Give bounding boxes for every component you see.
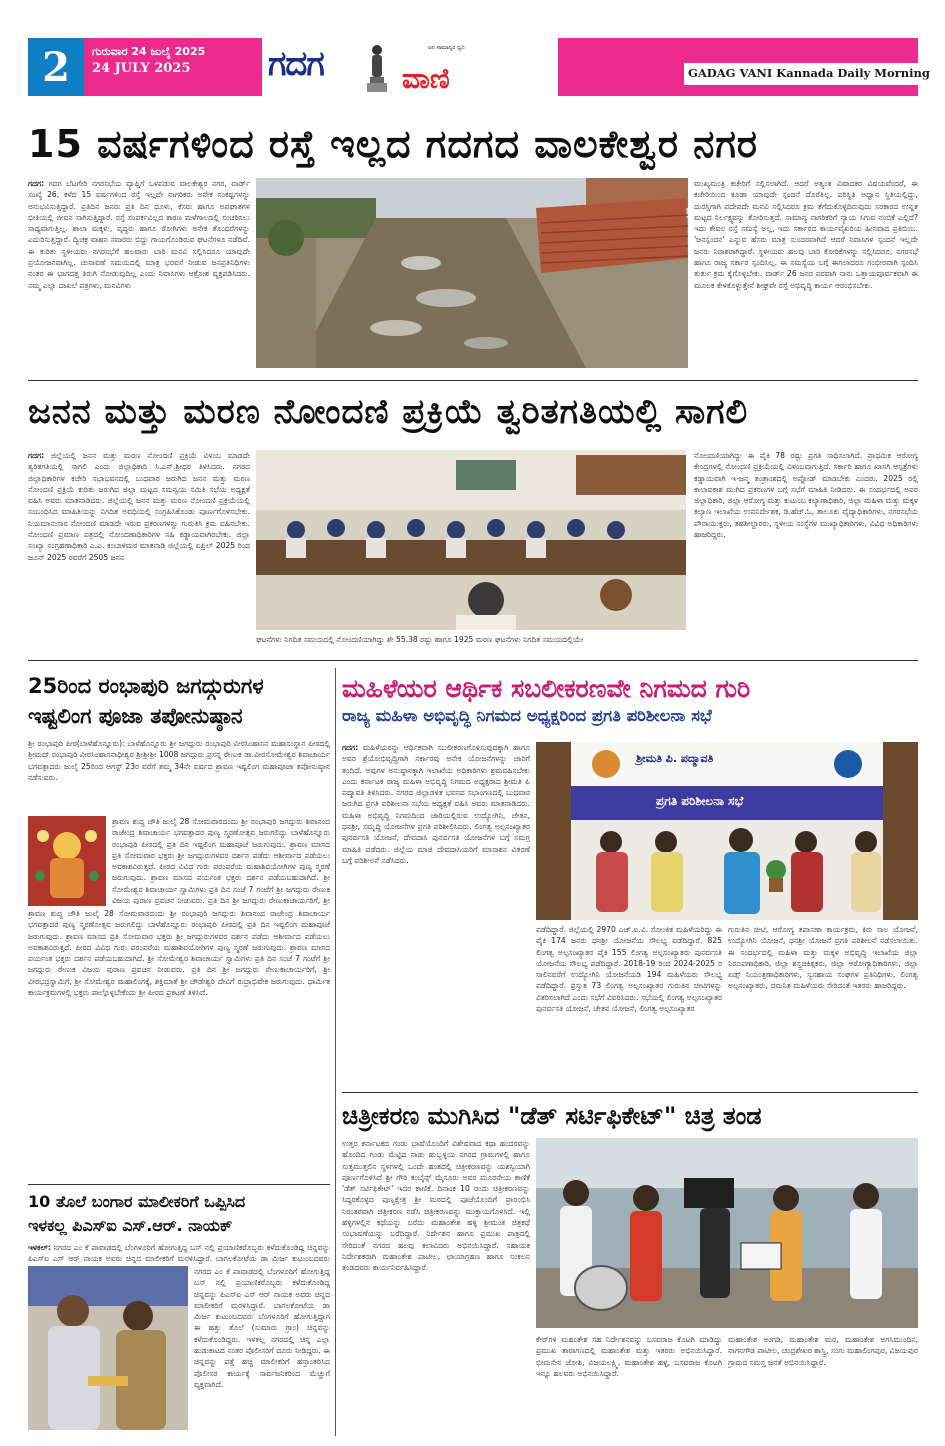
story2-meeting-photo [256,450,686,630]
story5-col2 [536,924,722,1082]
story6-col3 [728,1334,918,1432]
story3-body-text-2: ಶ್ರಾವಣ ಶುದ್ಧ ಚೌತಿ ಜುಲೈ 28 ಸೋಮವಾರದಂದು ಶ್ರೀ ರಂಭಾಪುರಿ ಜಗದ್ಗುರು ಶಿವಾನಂದ ರಾಜೇಂದ್ರ ಶಿವಾಚಾರ್ಯ ಭಗವತ್ಪಾದರ ಪುಣ್ಯ ಸ್ಮರಣೋತ್ಸವ ಜರುಗಲಿದ್ದು ಬಾಳೆಹೊನ್ನೂರು ರಂಭಾಪುರಿ ಪೀಠದಲ್ಲಿ ಪ್ರತಿ ದಿನ ಇಷ್ಟಲಿಂಗ ಮಹಾಪೂಜೆ ಜರುಗುವುದು. ಶ್ರಾವಣ ಮಾಸದ ಪ್ರತಿ ಸೋಮವಾರ ಭಕ್ತರು ಶ್ರೀ ಜಗದ್ಗುರುಗಳವರ ದರ್ಶನ ಪಡೆದು ಆಶೀರ್ವಾದ ಪಡೆಯಲು ಅವಕಾಶವಿರುತ್ತದೆ. ಪೀಠದ ವಿವಿಧ ಗುರು ಪರಂಪರೆಯ ಮಹಾಶಿವಯೋಗಿಗಳ ಪುಣ್ಯ ಸ್ಮರಣೆ ಜರುಗುವುದು. ಶ್ರಾವಣ ಮಾಸದ ಪರ್ಯಂತ ಭಕ್ತರು ದರ್ಶನ ಪಡೆಯಬಹುದಾಗಿದೆ. ಶ್ರೀ ಸೋಮೇಶ್ವರ ಶಿವಾಚಾರ್ಯ ಸ್ವಾಮಿಗಳು ಪ್ರತಿ ದಿನ ಸಂಜೆ 7 ಗಂಟೆಗೆ ಶ್ರೀ ಜಗದ್ಗುರು ರೇಣುಕ ವಿಜಯ ಪುರಾಣ ಪ್ರವಚನ ನೀಡುವರು. ಪ್ರತಿ ದಿನ ಶ್ರೀ ಜಗದ್ಗುರು ರೇಣುಕಾಚಾರ್ಯರಿಗೆ, ಶ್ರೀ ವೀರಭದ್ರಸ್ವಾಮಿಗೆ, ಶ್ರೀ ಸೋಮೇಶ್ವರ ಮಹಾಲಿಂಗಕ್ಕೆ, ಶಕ್ತಿಮಾತೆ ಶ್ರೀ ಚೌಡೇಶ್ವರಿ ದೇವಿಗೆ ರುದ್ರಾಭಿಷೇಕ ಜರುಗುವುದು. ಧಾರ್ಮಿಕ ಕಾರ್ಯಕ್ರಮಗಳಲ್ಲಿ ಭಕ್ತರು ಪಾಲ್ಗೊಳ್ಳಬೇಕೆಂದು ಶ್ರೀ ಪೀಠದ ಪ್ರಕಟಣೆ ತಿಳಿಸಿದೆ. [28,909,330,998]
story6-film-photo [536,1138,918,1328]
story6-headline: ಚಿತ್ರೀಕರಣ ಮುಗಿಸಿದ "ಡೆತ್ ಸರ್ಟಿಫಿಕೇಟ್" ಚಿತ್ರ ತಂಡ [342,1102,762,1130]
story4-text-2: ನಗರದ ಎಂ ಕೆ ಪಾವಾಡದಲ್ಲಿ ಬೆಂಗಳೂರಿಗೆ ಹೋಗುತ್ತಿದ್ದ ಬಸ್ ನಲ್ಲಿ ಪ್ರಯಾಣಿಕರೊಬ್ಬರು ಕಳೆದುಕೊಂಡಿದ್ದ ಚಿನ್ನವನ್ನು ಪಿಎಸ್ಐ ಎಸ್ ಆರ್ ನಾಯಕ ಅವರು ಚಿನ್ನದ ಮಾಲೀಕರಿಗೆ ಮರಳಿಸಿದ್ದಾರೆ. ಬಾಗಲಕೋಟೆಯ ಡಾ ಮಿರ್ಜ ಕುಟುಂಬದವರು ಬೆಂಗಳೂರಿಗೆ ಹೋಗುತ್ತಿದ್ದಾಗ ಈ ಹತ್ತು ತೊಲೆ (ಸುಮಾರು ಗ್ರಾಂ) ಚಿನ್ನವನ್ನು ಕಳೆದುಕೊಂಡಿದ್ದರು. ಇಳಕಲ್ಲ ನಗರದಲ್ಲಿ ಚಿನ್ನ ಎಲ್ಲಾ ಹುಡುಕಾಟದ ನಂತರ ಪೊಲೀಸರಿಗೆ ದೂರು ನೀಡಿದ್ದರು. ಈ ಚಿನ್ನವನ್ನು ಪತ್ತೆ ಹಚ್ಚಿ ಮಾಲೀಕರಿಗೆ ಹಸ್ತಾಂತರಿಸಿದ ಪೊಲೀಸರ ಕಾರ್ಯಕ್ಕೆ ಸಾರ್ವಜನಿಕರಿಂದ ಮೆಚ್ಚುಗೆ ವ್ಯಕ್ತವಾಗಿದೆ. [194,1267,330,1389]
masthead-strip [558,38,930,96]
masthead [28,38,930,96]
story4-headline-line2: ಇಳಕಲ್ಲ ಪಿಎಸ್ಐ ಎಸ್.ಆರ್. ನಾಯಕ್ [28,1216,233,1235]
story3-headline-line1: 25ರಿಂದ ರಂಭಾಪುರಿ ಜಗದ್ಗುರುಗಳ [28,674,264,698]
story3-headline-line2: ಇಷ್ಟಲಿಂಗ ಪೂಜಾ ತಪೋನುಷ್ಠಾನ [28,704,243,728]
divider-line [28,660,918,661]
divider-line [28,1184,330,1185]
story1-text-1: ಗದಗ ಬೆಟಗೇರಿ ನಗರಸಭೆಯ ವ್ಯಾಪ್ತಿಗೆ ಒಳಪಡುವ ವಾಲಕೇಶ್ವರ ನಗರ, ವಾರ್ಡ್ ಸಂಖ್ಯೆ 26, ಕಳೆದ 15 ವರ್ಷಗಳಿಂದ ರಸ್ತೆ ಇಲ್ಲದೇ ನಾಗರಿಕರು ಅನೇಕ ಸಂಕಷ್ಟಗಳನ್ನು ಅನುಭವಿಸುತ್ತಿದ್ದಾರೆ. ಪ್ರತಿದಿನ ಜನರು ಪ್ರತಿ ದಿನ ಧೂಳು, ಕೆಸರು ಹಾಗೂ ಅಪಘಾತಗಳ ಭೀತಿಯಲ್ಲಿ ಜೀವನ ಸಾಗಿಸುತ್ತಿದ್ದಾರೆ. ರಸ್ತೆ ಸಂಪರ್ಕವಿಲ್ಲದ ಕಾರಣ ಮಳೆಗಾಲದಲ್ಲಿ ಸಂಚರಿಸಲು ಸಾಧ್ಯವಾಗುತ್ತಿಲ್ಲ. ಶಾಲಾ ಮಕ್ಕಳು, ವೃದ್ಧರು ಹಾಗೂ ರೋಗಿಗಳು ಅನೇಕ ತೊಂದರೆಗಳನ್ನು ಎದುರಿಸುತ್ತಿದ್ದಾರೆ. ದ್ವಿಚಕ್ರ ವಾಹನ ಸವಾರರು ಬಿದ್ದು ಗಾಯಗೊಂಡಿರುವ ಘಟನೆಗಳೂ ನಡೆದಿವೆ. ಈ ಕುರಿತು ಸ್ಥಳೀಯರು ನಗರಸಭೆಗೆ ಹಲವಾರು ಬಾರಿ ಮನವಿ ಸಲ್ಲಿಸಿದರೂ ಯಾವುದೇ ಪ್ರಯೋಜನವಾಗಿಲ್ಲ. ಚುನಾವಣೆ ಸಮಯದಲ್ಲಿ ಮಾತ್ರ ಭರವಸೆ ನೀಡುವ ಜನಪ್ರತಿನಿಧಿಗಳು ನಂತರ ಈ ಭಾಗದತ್ತ ತಿರುಗಿ ನೋಡುವುದಿಲ್ಲ ಎಂದು ನಿವಾಸಿಗಳು ಆಕ್ರೋಶ ವ್ಯಕ್ತಪಡಿಸಿದರು. ನಮ್ಮ ಎಲ್ಲಾ ದಾಖಲೆ ಪತ್ರಗಳು, ಮನವಿಗಳು [28,179,250,290]
story4-intro [28,1242,330,1264]
story1-text-2: ಮುಖ್ಯಮಂತ್ರಿ ಕಚೇರಿಗೆ ಸಲ್ಲಿಸಲಾಗಿದೆ. ಆದರೆ ಅತ್ಯಂತ ವಿಷಾದಕರ ವಿಷಯವೆಂದರೆ, ಈ ಕಚೇರಿಯಿಂದ ಕೂಡಾ ಯಾವುದೇ ಸ್ಪಂದನೆ ದೊರೆತಿಲ್ಲ. ಪರಿಸ್ಥಿತಿ ಅಧ್ವಾನ ಸ್ಥಿತಿಯಲ್ಲಿದ್ದು, ದುರಸ್ತಿಗಾಗಿ ಪದೇಪದೇ ಮನವಿ ಸಲ್ಲಿಸಿದರೂ ಕ್ರಮ ತೆಗೆದುಕೊಳ್ಳದಿರುವುದು ಸರಕಾರದ ಉನ್ನತ ಮಟ್ಟದ ನಿರ್ಲಕ್ಷ್ಯವನ್ನು ತೋರಿಸುತ್ತದೆ. ಸಾಮಾನ್ಯ ನಾಗರಿಕರಿಗೆ ನ್ಯಾಯ ಸಿಗುವ ನಂಬಿಕೆ ಎಲ್ಲಿದೆ? ಇದು ಕೇವಲ ರಸ್ತೆ ಸಮಸ್ಯೆ ಅಲ್ಲ, ಇದು ಸರ್ಕಾರದ ಕಾರ್ಯವೈಖರಿಯ ಹೀನವಾದ ಪ್ರತಿಬಿಂಬ. 'ಜನಸ್ಪಂದನ' ಎನ್ನುವ ಹೆಸರು ಮಾತ್ರ ಸುಂದರವಾಗಿದೆ ಆದರೆ ನಿವಾಸಿಗಳ ಸ್ಪಂದನೆ ಇಲ್ಲದೇ ಜನರು ನಿರಾಶರಾಗಿದ್ದಾರೆ. ಸ್ಥಳೀಯರು ಹಲವು ಬಾರಿ ಕೋರಿಕೆಗಳನ್ನು ಸಲ್ಲಿಸಿದರೂ, ನಗರಸಭೆ ಹಾಗೂ ರಾಜ್ಯ ಸರ್ಕಾರ ಸ್ಪಂದಿಸಿಲ್ಲ. ಈ ಸಮಸ್ಯೆಯ ಬಗ್ಗೆ ಈಗಲಾದರೂ ಗಂಭೀರವಾಗಿ ಸ್ಪಂದಿಸಿ ತುರ್ತು ಕ್ರಮ ಕೈಗೊಳ್ಳಬೇಕು. ವಾರ್ಡ್ 26 ಜನರ ಪರವಾಗಿ ನಾನು ಒತ್ತಾಯಪೂರ್ವಕವಾಗಿ ಈ ಮೂಲಕ ಕೇಳಿಕೊಳ್ಳುತ್ತೇನೆ ಶೀಘ್ರವೇ ರಸ್ತೆ ಅಭಿವೃದ್ಧಿ ಕಾರ್ಯ ಆರಂಭಿಸಬೇಕು. [694,179,918,290]
story1-headline: 15 ವರ್ಷಗಳಿಂದ ರಸ್ತೆ ಇಲ್ಲದ ಗದಗದ ವಾಲಕೇಶ್ವರ ನಗರ [28,122,758,166]
story5-headline: ಮಹಿಳೆಯರ ಆರ್ಥಿಕ ಸಬಲೀಕರಣವೇ ನಿಗಮದ ಗುರಿ [342,674,751,703]
logo-word-gadaga: ಗದಗ [268,44,324,84]
story6-text-3: ಮಹಾಂತೇಶ ಅಂಗಡಿ, ಮಹಾಂತೇಶ ಮಠ, ಮಹಾಂತೇಶ ಅಗಸಿಮುಂದಿನ, ನಾಗನಗೌಡ ಪಾಟೀಲ, ಚಂದ್ರಶೇಖರ ಶಾಸ್ತ್ರಿ, ಸಂಗು ಮಹಾಲಿಂಗಪುರ, ವಿಜಯಪುರ ಗ್ರಾಮದ ಸಮಸ್ತ ಜನತೆ ಅಭಿನಯಿಸಿದ್ದಾರೆ. [728,1335,918,1367]
story5-subheadline: ರಾಜ್ಯ ಮಹಿಳಾ ಅಭಿವೃದ್ಧಿ ನಿಗಮದ ಅಧ್ಯಕ್ಷರಿಂದ ಪ್ರಗತಿ ಪರಿಶೀಲನಾ ಸಭೆ [342,706,712,725]
photo-banner-line1: ಶ್ರೀಮತಿ ಪಿ. ಪದ್ಮಾವತಿ [636,752,714,765]
story1-col1 [28,178,250,368]
story3-intro-text: ಶ್ರೀ ರಂಭಾಪುರಿ ಪೀಠ(ಬಾಳೆಹೊನ್ನೂರು): ಬಾಳೆಹೊನ್ನೂರು ಶ್ರೀ ಜಗದ್ಗುರು ರಂಭಾಪುರಿ ವೀರಸಿಂಹಾಸನ ಮಹಾಸಂಸ್ಥಾನ ಪೀಠದಲ್ಲಿ ಶ್ರೀಮದ್ ರಂಭಾಪುರಿ ವೀರಸಿಂಹಾಸನಾಧೀಶ್ವರ ಶ್ರೀಶ್ರೀಶ್ರೀ 1008 ಜಗದ್ಗುರು ಪ್ರಸನ್ನ ರೇಣುಕ ಡಾ.ವೀರಸೋಮೇಶ್ವರ ಶಿವಾಚಾರ್ಯ ಭಗವತ್ಪಾದರು ಜುಲೈ 25ರಿಂದ ಆಗಸ್ಟ್ 23ರ ವರೆಗೆ ತಮ್ಮ 34ನೇ ವರ್ಷದ ಶ್ರಾವಣ ಇಷ್ಟಲಿಂಗ ಮಹಾಪೂಜಾ ತಪೋನುಷ್ಠಾನ ನಡೆಸುವರು. [28,739,330,782]
story1-dateline: ಗದಗ: [28,179,45,188]
story2-caption: ಘಟನೆಗಳು ನಿಗದಿತ ಸಮಯದಲ್ಲಿ ನೋಂದಣಿಯಾಗಿದ್ದು ಶೇ 55.38 ರಷ್ಟು ಹಾಗೂ 1925 ಮರಣ ಘಟನೆಗಳು ನಿಗದಿತ ಸಮಯದಲ್ಲಿಯೇ [256,635,584,644]
divider-line [28,380,918,381]
story4-dateline: ಇಳಕಲ್: [28,1243,51,1252]
story3-body-cont [28,908,330,1178]
newspaper-logo [262,38,558,96]
page-number: 2 [28,38,84,96]
story3-intro [28,738,330,814]
story2-text-1: ಜಿಲ್ಲೆಯಲ್ಲಿ ಜನನ ಮತ್ತು ಮರಣ ನೋಂದಣಿ ಪ್ರಕ್ರಿಯೆ ವಿಳಂಬ ಮಾಡದೇ ತ್ವರಿತಗತಿಯಲ್ಲಿ ಸಾಗಲಿ ಎಂದು ಜಿಲ್ಲಾಧಿಕಾರಿ ಸಿ.ಎನ್.ಶ್ರೀಧರ ತಿಳಿಸಿದರು. ನಗರದ ಜಿಲ್ಲಾಧಿಕಾರಿಗಳ ಕಚೇರಿ ಸಭಾಭವನದಲ್ಲಿ ಬುಧವಾರ ಜರುಗಿದ ಜನನ ಮತ್ತು ಮರಣ ನೋಂದಣಿ ಪ್ರಕ್ರಿಯೆ ಕುರಿತು ಜರುಗಿದ ಜಿಲ್ಲಾ ಮಟ್ಟದ ಸಮನ್ವಯ ಸಮಿತಿ ಸಭೆಯ ಅಧ್ಯಕ್ಷತೆ ವಹಿಸಿ ಅವರು ಮಾತನಾಡಿದರು. ಜಿಲ್ಲೆಯಲ್ಲಿ ಜನನ ಮತ್ತು ಮರಣ ನೋಂದಣಿ ಪ್ರಕ್ರಿಯೆಯಲ್ಲಿ ಸಂಬಂಧಿಸಿದ ಮಾಹಿತಿಯನ್ನು ನಿಗದಿತ ಅವಧಿಯಲ್ಲಿ ಸಂಗ್ರಹಿಸಿಕೊಂಡು ಪೂರ್ಣಗೊಳಿಸಬೇಕು. ನಿಯಮಾನುಸಾರ ನೋಂದಣಿ ಮಾಡದೇ ಇರುವ ಪ್ರಕರಣಗಳನ್ನು ಗುರುತಿಸಿ ಕ್ರಮ ವಹಿಸಬೇಕು. ನೋಂದಣಿ ಪ್ರಮಾಣ ಪತ್ರದಲ್ಲಿ ನೋಂದಣಾಧಿಕಾರಿಗಳ ಸಹಿ ಕಡ್ಡಾಯವಾಗಿರಬೇಕು. ಜಿಲ್ಲಾ ಸಂಖ್ಯಾ ಸಂಗ್ರಹಣಾಧಿಕಾರಿ ಎ.ಎ. ಕಂಬಾಳಿಮಠ ಮಾತನಾಡಿ ಜಿಲ್ಲೆಯಲ್ಲಿ ಏಪ್ರಿಲ್ 2025 ರಿಂದ ಜೂನ್ 2025 ರವರೆಗೆ 2505 ಜನನ [28,451,250,562]
story5-dateline: ಗದಗ: [342,743,359,752]
date-english: 24 JULY 2025 [92,61,191,76]
story1-road-photo [256,178,688,368]
story5-text-1: ಮಹಿಳೆಯರನ್ನು ಆರ್ಥಿಕವಾಗಿ ಸಬಲೀಕರಣಗೊಳಿಸುವುದಕ್ಕಾಗಿ ಹಾಗೂ ಅವರ ಶ್ರೆಯೋಭಿವೃದ್ಧಿಗಾಗಿ ಸರ್ಕಾರವು ಅನೇಕ ಯೋಜನೆಗಳನ್ನು ಜಾರಿಗೆ ತಂದಿದೆ. ಅವುಗಳ ಅನುಷ್ಠಾನಕ್ಕಾಗಿ ಇಲಾಖೆಯ ಅಧಿಕಾರಿಗಳು ಶ್ರಮವಹಿಸಬೇಕು ಎಂದು ಕರ್ನಾಟಕ ರಾಜ್ಯ ಮಹಿಳಾ ಅಭಿವೃದ್ಧಿ ನಿಗಮದ ಅಧ್ಯಕ್ಷರಾದ ಶ್ರೀಮತಿ ಪಿ ಪದ್ಮಾವತಿ ತಿಳಿಸಿದರು. ನಗರದ ಜಿಲ್ಲಾಡಳಿತ ಭವನದ ಸಭಾಂಗಣದಲ್ಲಿ ಬುಧವಾರ ಜರುಗಿದ ಪ್ರಗತಿ ಪರಿಶೀಲನಾ ಸಭೆಯ ಅಧ್ಯಕ್ಷತೆ ವಹಿಸಿ ಅವರು ಮಾತನಾಡಿದರು. ಮಹಿಳಾ ಅಭಿವೃದ್ಧಿ ನಿಗಮದಿಂದ ಜಾರಿಯಲ್ಲಿರುವ ಉದ್ಯೋಗಿನಿ, ಚೇತನ, ಧನಶ್ರೀ, ಸಮೃದ್ಧಿ ಯೋಜನೆಗಳ ಪ್ರಗತಿ ಪರಿಶೀಲಿಸಿದರು. ಲಿಂಗತ್ವ ಅಲ್ಪಸಂಖ್ಯಾತರ ಪುನರ್ವಸತಿ ಯೋಜನೆ, ದೇವದಾಸಿ ಪುನರ್ವಸತಿ ಯೋಜನೆಗಳ ಬಗ್ಗೆ ಸಮಗ್ರ ಮಾಹಿತಿ ಪಡೆದರು. ಜಿಲ್ಲೆಯ ಮಾಜಿ ದೇವದಾಸಿಯರಿಗೆ ಮಾಸಾಶನ ವಿತರಣೆ ಬಗ್ಗೆ ಪರಿಶೀಲನೆ ನಡೆಸಿದರು. [342,743,530,865]
story2-headline: ಜನನ ಮತ್ತು ಮರಣ ನೋಂದಣಿ ಪ್ರಕ್ರಿಯೆ ತ್ವರಿತಗತಿಯಲ್ಲಿ ಸಾಗಲಿ [28,392,749,432]
story4-headline-line1: 10 ತೊಲೆ ಬಂಗಾರ ಮಾಲೀಕರಿಗೆ ಒಪ್ಪಿಸಿದ [28,1192,246,1211]
divider-line [335,668,336,1436]
story4-police-photo [28,1266,188,1430]
paper-name: GADAG VANI Kannada Daily Morning [684,63,918,85]
story3-body-text-1: ಶ್ರಾವಣ ಶುದ್ಧ ಚೌತಿ ಜುಲೈ 28 ಸೋಮವಾರದಂದು ಶ್ರೀ ರಂಭಾಪುರಿ ಜಗದ್ಗುರು ಶಿವಾನಂದ ರಾಜೇಂದ್ರ ಶಿವಾಚಾರ್ಯ ಭಗವತ್ಪಾದರ ಪುಣ್ಯ ಸ್ಮರಣೋತ್ಸವ ಜರುಗಲಿದ್ದು ಬಾಳೆಹೊನ್ನೂರು ರಂಭಾಪುರಿ ಪೀಠದಲ್ಲಿ ಪ್ರತಿ ದಿನ ಇಷ್ಟಲಿಂಗ ಮಹಾಪೂಜೆ ಜರುಗುವುದು. ಶ್ರಾವಣ ಮಾಸದ ಪ್ರತಿ ಸೋಮವಾರ ಭಕ್ತರು ಶ್ರೀ ಜಗದ್ಗುರುಗಳವರ ದರ್ಶನ ಪಡೆದು ಆಶೀರ್ವಾದ ಪಡೆಯಲು ಅವಕಾಶವಿರುತ್ತದೆ. ಪೀಠದ ವಿವಿಧ ಗುರು ಪರಂಪರೆಯ ಮಹಾಶಿವಯೋಗಿಗಳ ಪುಣ್ಯ ಸ್ಮರಣೆ ಜರುಗುವುದು. ಶ್ರಾವಣ ಮಾಸದ ಪರ್ಯಂತ ಭಕ್ತರು ದರ್ಶನ ಪಡೆಯಬಹುದಾಗಿದೆ. ಶ್ರೀ ಸೋಮೇಶ್ವರ ಶಿವಾಚಾರ್ಯ ಸ್ವಾಮಿಗಳು ಪ್ರತಿ ದಿನ ಸಂಜೆ 7 ಗಂಟೆಗೆ ಶ್ರೀ ಜಗದ್ಗುರು ರೇಣುಕ ವಿಜಯ ಪುರಾಣ ಪ್ರವಚನ ನೀಡುವರು. ಪ್ರತಿ ದಿನ ಶ್ರೀ ಜಗದ್ಗುರು ರೇಣುಕಾಚಾರ್ಯರಿಗೆ, ಶ್ರೀ [112,817,330,906]
story6-col2 [536,1334,722,1432]
story3-body [112,816,330,906]
story2-text-2: ನೋಂದಣಿಯಾಗಿದ್ದು ಈ ಪೈಕಿ 78 ರಷ್ಟು ಪ್ರಗತಿ ಸಾಧಿಸಲಾಗಿದೆ. ಪ್ರಾಥಮಿಕ ಆರೋಗ್ಯ ಕೇಂದ್ರಗಳಲ್ಲಿ ನೋಂದಣಿ ಪ್ರಕ್ರಿಯೆಯಲ್ಲಿ ವಿಳಂಬವಾಗುತ್ತಿದೆ. ಸರ್ಕಾರಿ ಹಾಗೂ ಖಾಸಗಿ ಆಸ್ಪತ್ರೆಗಳು ಕಡ್ಡಾಯವಾಗಿ ಇ-ಜನ್ಮ ತಂತ್ರಾಂಶದಲ್ಲಿ ಅಪ್ಲೋಡ್ ಮಾಡಬೇಕು ಎಂದರು. 2025 ರಲ್ಲಿ ಕಾಲಾವಕಾಶ ಮುಗಿದ ಪ್ರಕರಣಗಳ ಬಗ್ಗೆ ಸಭೆಗೆ ಮಾಹಿತಿ ನೀಡಿದರು. ಈ ಸಂದರ್ಭದಲ್ಲಿ ಅಪರ ಜಿಲ್ಲಾಧಿಕಾರಿ, ಜಿಲ್ಲಾ ಆರೋಗ್ಯ ಮತ್ತು ಕುಟುಂಬ ಕಲ್ಯಾಣಾಧಿಕಾರಿ, ಜಿಲ್ಲಾ ಮಹಿಳಾ ಮತ್ತು ಮಕ್ಕಳ ಕಲ್ಯಾಣ ಇಲಾಖೆಯ ಉಪನಿರ್ದೇಶಕ, ಡಿ.ಹೆಚ್.ಓ, ತಾಲೂಕು ವೈದ್ಯಾಧಿಕಾರಿಗಳು, ನಗರಸಭೆಯ ಪೌರಾಯುಕ್ತರು, ತಹಶೀಲ್ದಾರರು, ಸ್ಥಳೀಯ ಸಂಸ್ಥೆಗಳ ಮುಖ್ಯಾಧಿಕಾರಿಗಳು, ವಿವಿಧ ಅಧಿಕಾರಿಗಳು ಹಾಜರಿದ್ದರು. [694,451,918,540]
story2-dateline: ಗದಗ: [28,451,45,460]
story2-col1 [28,450,250,645]
story1-col2 [694,178,918,368]
story4-body [194,1266,330,1430]
statue-icon [362,42,392,94]
story6-text-1: ಉತ್ತರ ಕರ್ನಾಟಕದ ಗಂಡು ಭಾಷೆಯೊಂದಿಗೆ ವಿಶೇಷವಾದ ಕಥಾ ಹಂದರವನ್ನು ಹೊಂದಿದ ಗಂಡು ಮೆಟ್ಟಿದ ನಾಡು ಹುಬ್ಬಳ್ಳಿಯ ನಗರದ ಗ್ರಾಮಗಳಲ್ಲಿ ಹಾಗೂ ಸುತ್ತಮುತ್ತಲಿನ ಸ್ಥಳಗಳಲ್ಲಿ ಒಂದೇ ಹಂತದಲ್ಲಿ ಚಿತ್ರೀಕರಣವನ್ನು ಯಶಸ್ವಿಯಾಗಿ ಪೂರ್ಣಗೊಳಿಸಿದೆ ಶ್ರೀ ಗೌರಿ ಕಂಬೈನ್ಸ್ ಮೈಸೂರು ಅವರ ಮೂರನೇಯ ಕಾಣಿಕೆ 'ಡೆತ್ ಸರ್ಟಿಫಿಕೇಟ್' ಇದರ ಕಾಣಿಕೆ. ದಿನಾಂಕ 10 ರಂದು ಚಿತ್ರೀಕರಣವನ್ನು ಸಿದ್ದರಕೊಳ್ಳದ ಪುಣ್ಯಕ್ಷೇತ್ರ ಶ್ರೀ ಮಠದಲ್ಲಿ ಪೂಜೆಯೊಂದಿಗೆ ಪ್ರಾರಂಭಿಸಿ ನಿರಂತರವಾಗಿ ಚಿತ್ರೀಕರಣ ನಡೆಸಿ ಚಿತ್ರೀಕರಣವನ್ನು ಮುಕ್ತಾಯಗೊಳಿಸಿದೆ. ಇಲ್ಲಿ ಹಳ್ಳಿಗಳಲ್ಲಿನ ಕಥೆಯನ್ನು ಬರೆದು ಮಹಾಂತೇಶ ಹಳ್ಳಿ ಶ್ರೀಮಂತ ಚಿತ್ರಕಥೆ ಸಂಭಾಷಣೆಯನ್ನು ಬರೆದಿದ್ದಾರೆ. ನಿರ್ದೇಶನ ಹಾಗೂ ಪ್ರಮುಖ ಪಾತ್ರದಲ್ಲಿ ಸೇರಿದಂತೆ ನಗರದ ಹಲವು ಕಲಾವಿದರು ಅಭಿನಯಿಸಿದ್ದಾರೆ. ಸಹಾಯಕ ನಿರ್ದೇಶಕರಾಗಿ ಮಹಾಂತೇಶ ಪಾಟೀಲ, ಛಾಯಾಗ್ರಹಣ ಹಾಗೂ ಸಂಕಲನ ತಂಡದವರು ಕಾರ್ಯನಿರ್ವಹಿಸಿದ್ದಾರೆ. [342,1139,530,1273]
story5-text-3: ಗುರುತಿನ ಚೀಟಿ, ಆರೋಗ್ಯ ತಪಾಸಣಾ ಕಾರ್ಯಕ್ರಮ, ಕಿರು ಸಾಲ ಯೋಜನೆ, ಉದ್ಯೋಗಿನಿ ಯೋಜನೆ, ಧನಶ್ರೀ ಯೋಜನೆ ಪ್ರಗತಿ ಪರಿಶೀಲನೆ ನಡೆಸಲಾಯಿತು. ಈ ಸಂದರ್ಭದಲ್ಲಿ ಮಹಿಳಾ ಮತ್ತು ಮಕ್ಕಳ ಅಭಿವೃದ್ಧಿ ಇಲಾಖೆಯ ಜಿಲ್ಲಾ ನಿರೂಪಣಾಧಿಕಾರಿ, ಜಿಲ್ಲಾ ಶಸ್ತ್ರಚಿಕಿತ್ಸಕರು, ಜಿಲ್ಲಾ ಆರೋಗ್ಯಾಧಿಕಾರಿಗಳು, ಜಿಲ್ಲಾ ಏಡ್ಸ್ ನಿಯಂತ್ರಣಾಧಿಕಾರಿಗಳು, ಸ್ವಸಹಾಯ ಸಂಘಗಳ ಪ್ರತಿನಿಧಿಗಳು, ಲಿಂಗತ್ವ ಅಲ್ಪಸಂಖ್ಯಾತರು, ದಮನಿತ ಮಹಿಳೆಯರು ಸೇರಿದಂತೆ ಇತರರು ಹಾಜರಿದ್ದರು. [728,925,918,991]
date-kannada: ಗುರುವಾರ 24 ಜುಲೈ 2025 [92,45,206,58]
story2-col2 [694,450,918,645]
story6-col1 [342,1138,530,1432]
story6-text-2: ಕೇರ್‌ಗಳಿ ಮಹಂತೇಶ ಸಹ ನಿರ್ದೇಶನವನ್ನು ಬಸವರಾಜ ಕೊಟಗಿ ಮಾಡಿದ್ದು ಪ್ರಮುಖ ತಾರಾಗಣದಲ್ಲಿ ಮಹಾಂತೇಶ ಮತ್ತು ಇತರರು ಅಭಿನಯಿಸಿದ್ದಾರೆ. ಭೀಮಸೇನ ಜೋಶಿ, ವಿಜಯಲಕ್ಷ್ಮಿ, ಮಹಾಂತೇಶ ಹಳ್ಳಿ, ಬಸವರಾಜ ಕೊಟಗಿ ಇನ್ನೂ ಹಲವರು ಅಭಿನಯಿಸಿದ್ದಾರೆ. [536,1335,722,1378]
story5-col3 [728,924,918,1082]
logo-tagline: ಜನ ಸಾಮಾನ್ಯರ ಧ್ವನಿ [428,45,465,51]
story3-deity-photo [28,816,106,906]
story5-meeting-photo [536,742,918,920]
story5-col1 [342,742,530,1082]
story4-text-1: ನಗರದ ಎಂ ಕೆ ಪಾವಾಡದಲ್ಲಿ ಬೆಂಗಳೂರಿಗೆ ಹೋಗುತ್ತಿದ್ದ ಬಸ್ ನಲ್ಲಿ ಪ್ರಯಾಣಿಕರೊಬ್ಬರು ಕಳೆದುಕೊಂಡಿದ್ದ ಚಿನ್ನವನ್ನು ಪಿಎಸ್ಐ ಎಸ್ ಆರ್ ನಾಯಕ ಅವರು ಚಿನ್ನದ ಮಾಲೀಕರಿಗೆ ಮರಳಿಸಿದ್ದಾರೆ. ಬಾಗಲಕೋಟೆಯ ಡಾ ಮಿರ್ಜ ಕುಟುಂಬದವರು [28,1243,330,1264]
story5-text-2: ಪಡೆದಿದ್ದಾರೆ. ಜಿಲ್ಲೆಯಲ್ಲಿ 2970 ಎಚ್.ಐ.ವಿ. ಸೋಂಕಿತ ಮಹಿಳೆಯರಿದ್ದು ಈ ಪೈಕಿ 174 ಜನರು ಧನಶ್ರೀ ಯೋಜನೆಯ ಸೌಲಭ್ಯ ಪಡೆದಿದ್ದಾರೆ. 825 ಲಿಂಗತ್ವ ಅಲ್ಪಸಂಖ್ಯಾತರ ಪೈಕಿ 155 ಲಿಂಗತ್ವ ಅಲ್ಪಸಂಖ್ಯಾತರು ಪುನರ್ವಸತಿ ಯೋಜನೆಯ ಸೌಲಭ್ಯ ಪಡೆದಿದ್ದಾರೆ. 2018-19 ರಿಂದ 2024-2025 ರ ಸಾಲಿನವರೆಗೆ ಉದ್ಯೋಗಿನಿ ಯೋಜನೆಯಡಿ 194 ಮಹಿಳೆಯರು ಸೌಲಭ್ಯ ಪಡೆದಿದ್ದಾರೆ. ಪ್ರಸ್ತುತ 73 ಲಿಂಗತ್ವ ಅಲ್ಪಸಂಖ್ಯಾತರ ಗುರುತಿನ ಚೀಟಿಗಳನ್ನು ವಿತರಿಸಲಾಗಿದೆ ಎಂದು ಸಭೆಗೆ ವಿವರಿಸಿದರು. ಸಭೆಯಲ್ಲಿ ಲಿಂಗತ್ವ ಅಲ್ಪಸಂಖ್ಯಾತರ ಪುನರ್ವಸತಿ ಯೋಜನೆ, ಚೇತನ ಯೋಜನೆ, ಲಿಂಗತ್ವ ಅಲ್ಪಸಂಖ್ಯಾತರ [536,925,722,1014]
divider-line [342,1092,918,1093]
logo-word-vani: ವಾಣಿ [402,62,450,95]
photo-banner-line2: ಪ್ರಗತಿ ಪರಿಶೀಲನಾ ಸಭೆ [656,794,744,808]
date-box [84,38,262,96]
